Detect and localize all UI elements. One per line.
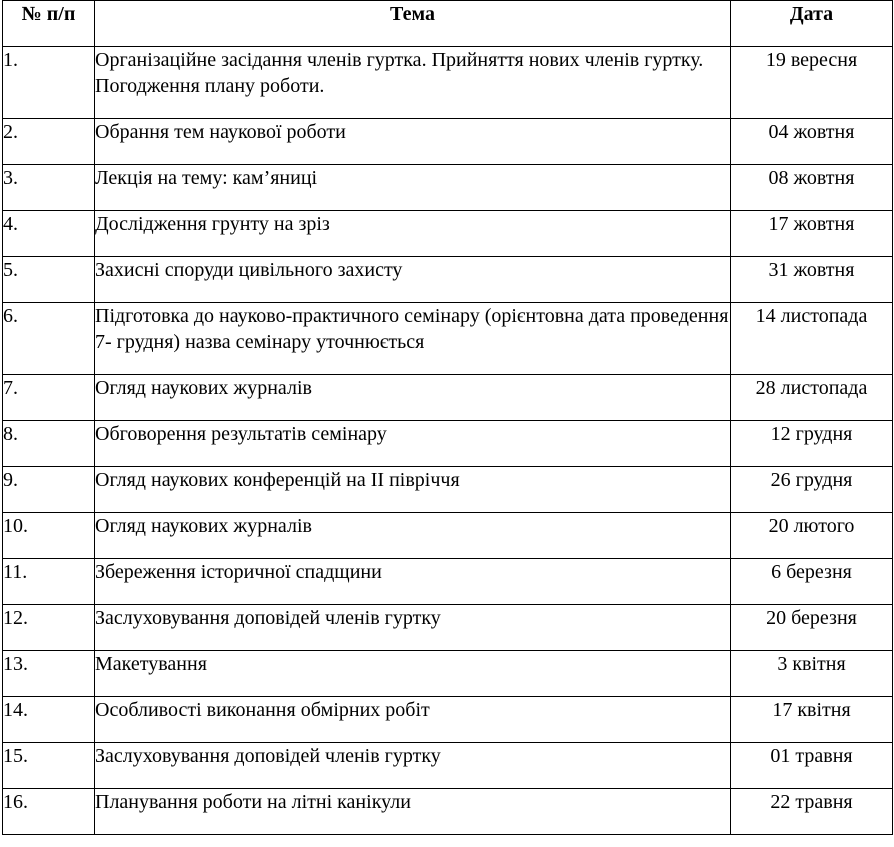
schedule-table [2, 0, 893, 835]
table-row [3, 605, 893, 651]
row-topic: Захисні споруди цивільного захисту [95, 257, 731, 303]
row-topic: Збереження історичної спадщини [95, 559, 731, 605]
row-number: 3. [3, 165, 95, 211]
row-topic: Планування роботи на літні канікули [95, 789, 731, 835]
row-number: 5. [3, 257, 95, 303]
table-row [3, 467, 893, 513]
header-date: Дата [731, 1, 893, 47]
row-topic: Обрання тем наукової роботи [95, 119, 731, 165]
table-row [3, 165, 893, 211]
row-number: 1. [3, 47, 95, 119]
row-date: 20 лютого [731, 513, 893, 559]
table-row [3, 789, 893, 835]
table-row [3, 211, 893, 257]
table-row [3, 743, 893, 789]
row-topic: Заслуховування доповідей членів гуртку [95, 743, 731, 789]
row-topic: Огляд наукових журналів [95, 375, 731, 421]
row-date: 12 грудня [731, 421, 893, 467]
table-row [3, 421, 893, 467]
row-date: 6 березня [731, 559, 893, 605]
row-topic: Організаційне засідання членів гуртка. Прийняття нових членів гуртку. Погодження плану роботи. [95, 47, 731, 119]
table-row [3, 697, 893, 743]
row-date: 08 жовтня [731, 165, 893, 211]
row-date: 28 листопада [731, 375, 893, 421]
row-date: 3 квітня [731, 651, 893, 697]
row-number: 4. [3, 211, 95, 257]
row-topic: Дослідження грунту на зріз [95, 211, 731, 257]
row-number: 16. [3, 789, 95, 835]
table-row [3, 651, 893, 697]
row-number: 11. [3, 559, 95, 605]
row-date: 17 квітня [731, 697, 893, 743]
table-row [3, 47, 893, 119]
row-number: 14. [3, 697, 95, 743]
row-date: 14 листопада [731, 303, 893, 375]
row-date: 17 жовтня [731, 211, 893, 257]
row-topic: Огляд наукових конференцій на II півріччя [95, 467, 731, 513]
row-number: 6. [3, 303, 95, 375]
row-topic: Лекція на тему: кам’яниці [95, 165, 731, 211]
row-number: 12. [3, 605, 95, 651]
row-topic: Огляд наукових журналів [95, 513, 731, 559]
header-topic: Тема [95, 1, 731, 47]
row-topic: Обговорення результатів семінару [95, 421, 731, 467]
row-date: 26 грудня [731, 467, 893, 513]
row-number: 8. [3, 421, 95, 467]
row-topic: Макетування [95, 651, 731, 697]
row-topic: Заслуховування доповідей членів гуртку [95, 605, 731, 651]
row-topic: Особливості виконання обмірних робіт [95, 697, 731, 743]
row-topic: Підготовка до науково-практичного семінару (орієнтовна дата проведення 7- грудня) назва семінару уточнюється [95, 303, 731, 375]
row-date: 01 травня [731, 743, 893, 789]
row-number: 15. [3, 743, 95, 789]
row-number: 10. [3, 513, 95, 559]
row-number: 2. [3, 119, 95, 165]
header-number: № п/п [3, 1, 95, 47]
row-number: 7. [3, 375, 95, 421]
table-row [3, 375, 893, 421]
row-date: 22 травня [731, 789, 893, 835]
table-header-row [3, 1, 893, 47]
row-date: 31 жовтня [731, 257, 893, 303]
table-row [3, 303, 893, 375]
row-date: 20 березня [731, 605, 893, 651]
table-row [3, 559, 893, 605]
row-number: 9. [3, 467, 95, 513]
table-row [3, 257, 893, 303]
table-row [3, 119, 893, 165]
row-date: 19 вересня [731, 47, 893, 119]
table-row [3, 513, 893, 559]
row-number: 13. [3, 651, 95, 697]
row-date: 04 жовтня [731, 119, 893, 165]
